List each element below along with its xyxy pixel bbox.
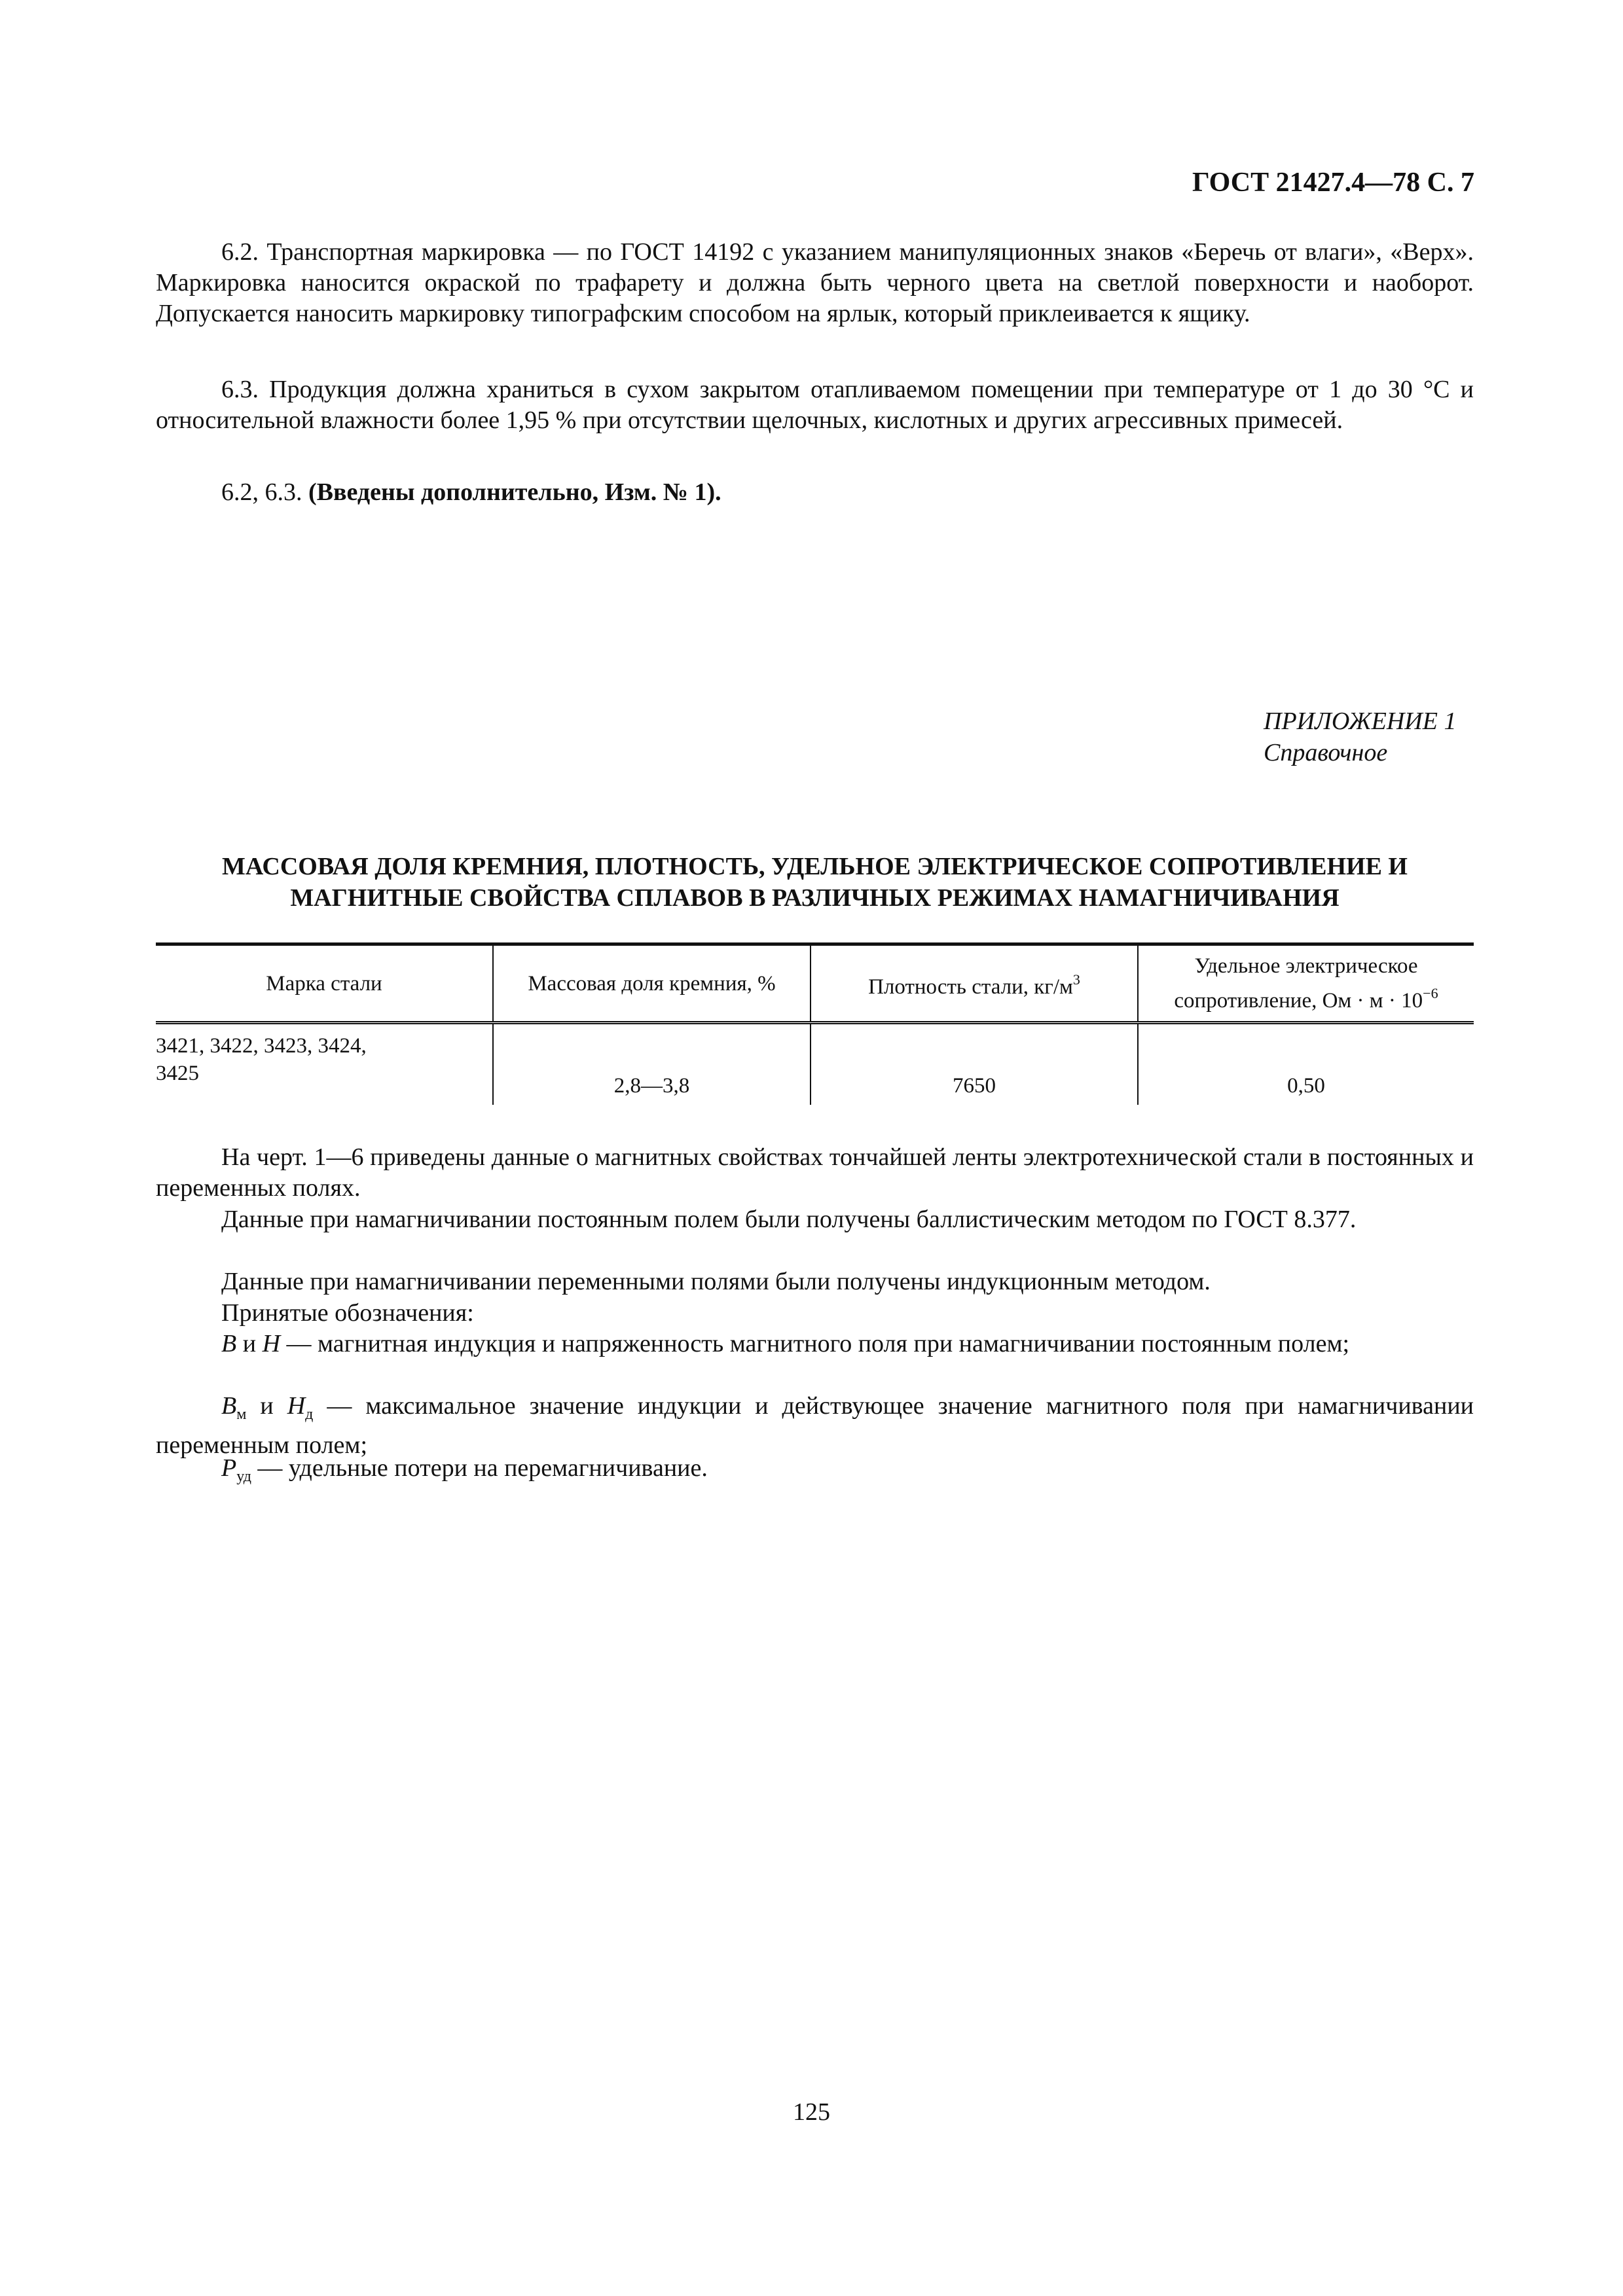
paragraph-6-2: 6.2. Транспортная маркировка — по ГОСТ 14192 с указанием манипуляционных знаков «Беречь от влаги», «Верх». Маркировка наносится окраской по трафарету и должна быть черного цвета на светлой поверхности и наоборот. Допускается наносить маркировку типографским способом на ярлык, который приклеивается к ящику.	[156, 238, 1474, 327]
definition-bm-hd: $B_м$ и $H_д$ — максимальное значение индукции и действующее значение магнитного поля при намагничивании переменным полем;	[156, 1392, 1474, 1459]
appendix-title: ПРИЛОЖЕНИЕ 1	[1264, 708, 1457, 735]
table-row	[156, 1023, 1474, 1105]
paragraph-6-3: 6.3. Продукция должна храниться в сухом закрытом отапливаемом помещении при температуре от 1 до 30 °С и относительной влажности более 1,95 % при отсутствии щелочных, кислотных и других агрессивных примесей.	[156, 376, 1474, 434]
paragraph-notation: Принятые обозначения:	[221, 1299, 474, 1327]
cell-silicon: 2,8—3,8	[493, 1023, 811, 1105]
paragraph-ac-method: Данные при намагничивании переменными полями были получены индукционным методом.	[221, 1268, 1211, 1295]
properties-table	[156, 942, 1474, 1105]
paragraph-figures: На черт. 1—6 приведены данные о магнитных свойствах тончайшей ленты электротехнической стали в постоянных и переменных полях.	[156, 1143, 1474, 1202]
definition-pud: $P_{уд}$ — удельные потери на перемагничивание.	[221, 1454, 708, 1485]
appendix-subtitle: Справочное	[1264, 739, 1388, 766]
header-density: Плотность стали, $кг/м^3$	[811, 944, 1138, 1023]
page-number: 125	[793, 2098, 830, 2126]
header-resistivity: Удельное электрическое сопротивление, Ом · $м \cdot 10^{-6}$	[1138, 944, 1474, 1023]
note-bold: (Введены дополнительно, Изм. № 1).	[308, 478, 721, 506]
cell-resistivity: 0,50	[1138, 1023, 1474, 1105]
document-header: ГОСТ 21427.4—78 С. 7	[1192, 168, 1474, 198]
table-title-line1: МАССОВАЯ ДОЛЯ КРЕМНИЯ, ПЛОТНОСТЬ, УДЕЛЬНОЕ ЭЛЕКТРИЧЕСКОЕ СОПРОТИВЛЕНИЕ И	[222, 853, 1408, 880]
table-title	[156, 851, 1474, 914]
table-title-line2: МАГНИТНЫЕ СВОЙСТВА СПЛАВОВ В РАЗЛИЧНЫХ РЕЖИМАХ НАМАГНИЧИВАНИЯ	[290, 884, 1340, 912]
table-header-row	[156, 944, 1474, 1023]
paragraph-6-note	[156, 477, 1474, 508]
paragraph-dc-method: Данные при намагничивании постоянным полем были получены баллистическим методом по ГОСТ 8.377.	[221, 1206, 1357, 1233]
definition-b-h: B и H — магнитная индукция и напряженность магнитного поля при намагничивании постоянным полем;	[221, 1330, 1350, 1357]
header-grade: Марка стали	[156, 944, 493, 1023]
cell-density: 7650	[811, 1023, 1138, 1105]
header-silicon: Массовая доля кремния, %	[493, 944, 811, 1023]
appendix-label	[1264, 706, 1456, 768]
cell-grade: 3421, 3422, 3423, 3424, 3425	[156, 1034, 367, 1085]
note-prefix: 6.2, 6.3.	[221, 478, 302, 506]
